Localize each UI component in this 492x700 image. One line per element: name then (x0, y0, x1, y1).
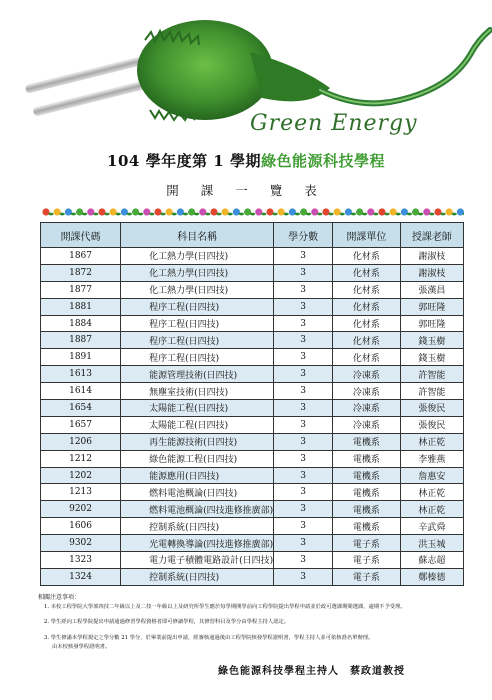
course-name: 太陽能工程(日四技) (121, 416, 274, 433)
instructor: 張俊民 (400, 400, 463, 417)
credits: 3 (274, 400, 333, 417)
table-row (41, 281, 464, 298)
program-name: 綠色能源科技學程 (260, 152, 385, 170)
course-name: 化工熱力學(日四技) (121, 264, 274, 281)
department: 電機系 (333, 450, 401, 467)
table-row (41, 535, 464, 552)
instructor: 張俊民 (400, 416, 463, 433)
course-name: 程序工程(日四技) (121, 298, 274, 315)
course-code: 1202 (41, 467, 121, 484)
table-row (41, 416, 464, 433)
course-code: 1606 (41, 518, 121, 535)
course-name: 化工熱力學(日四技) (121, 281, 274, 298)
department: 化材系 (333, 248, 401, 265)
credits: 3 (274, 501, 333, 518)
credits: 3 (274, 332, 333, 349)
table-row (41, 450, 464, 467)
course-code: 1213 (41, 484, 121, 501)
table-row (41, 484, 464, 501)
course-name: 化工熱力學(日四技) (121, 248, 274, 265)
course-code: 1867 (41, 248, 121, 265)
grass-plug-icon (137, 20, 330, 120)
table-row (41, 349, 464, 366)
credits: 3 (274, 383, 333, 400)
instructor: 詹惠安 (400, 467, 463, 484)
column-header: 科目名稱 (121, 223, 274, 248)
credits: 3 (274, 298, 333, 315)
credits: 3 (274, 416, 333, 433)
course-name: 電力電子積體電路設計(日四技) (121, 552, 274, 569)
course-code: 1323 (41, 552, 121, 569)
table-row (41, 248, 464, 265)
table-row (41, 552, 464, 569)
department: 電子系 (333, 568, 401, 585)
course-name: 控制系統(日四技) (121, 568, 274, 585)
course-name: 再生能源技術(日四技) (121, 433, 274, 450)
page-subtitle: 開 課 一 覽 表 (166, 183, 326, 198)
table-row (41, 467, 464, 484)
department: 化材系 (333, 281, 401, 298)
cord (320, 30, 490, 103)
course-code: 1877 (41, 281, 121, 298)
department: 電機系 (333, 467, 401, 484)
department: 冷凍系 (333, 416, 401, 433)
column-header: 學分數 (274, 223, 333, 248)
instructor: 錢玉樹 (400, 332, 463, 349)
flower-divider (40, 206, 464, 218)
department: 電機系 (333, 484, 401, 501)
course-name: 能源管理技術(日四技) (121, 366, 274, 383)
instructor: 郭旺隆 (400, 298, 463, 315)
course-code: 1872 (41, 264, 121, 281)
department: 電子系 (333, 535, 401, 552)
instructor: 蘇志超 (400, 552, 463, 569)
plug-prongs (25, 56, 147, 117)
credits: 3 (274, 281, 333, 298)
department: 電機系 (333, 501, 401, 518)
department: 電機系 (333, 433, 401, 450)
instructor: 李雅燕 (400, 450, 463, 467)
instructor: 辛武舜 (400, 518, 463, 535)
course-name: 控制系統(日四技) (121, 518, 274, 535)
credits: 3 (274, 264, 333, 281)
table-row (41, 315, 464, 332)
column-header: 開課代碼 (41, 223, 121, 248)
note-item-1: 1. 本校工程學院大學部四技二年級以上及二技一年級以上及研究所學生應於每學期開學前向工程學院提出學程申請並於政可選課期間選課，逾期不予受理。 (44, 604, 406, 610)
table-row (41, 366, 464, 383)
credits: 3 (274, 467, 333, 484)
course-code: 1613 (41, 366, 121, 383)
note-item-2: 2. 學生經向工程學院提出申請通過修習學程資格者即可修讀學程，其修習科目及學分由學程主持人認定。 (44, 619, 290, 625)
instructor: 許智能 (400, 366, 463, 383)
green-energy-logo: Green Energy (250, 111, 418, 136)
instructor: 謝淑枝 (400, 264, 463, 281)
table-row (41, 568, 464, 585)
instructor: 郭旺隆 (400, 315, 463, 332)
table-header (41, 223, 464, 248)
credits: 3 (274, 248, 333, 265)
department: 冷凍系 (333, 383, 401, 400)
table-row (41, 518, 464, 535)
table-row (41, 400, 464, 417)
column-header: 開課單位 (333, 223, 401, 248)
department: 冷凍系 (333, 400, 401, 417)
course-name: 綠色能源工程(日四技) (121, 450, 274, 467)
course-code: 1891 (41, 349, 121, 366)
course-code: 1324 (41, 568, 121, 585)
credits: 3 (274, 315, 333, 332)
note-item-3: 3. 學生修滿本學程規定之學分數 21 學分，於畢業前提出申請，經審核通過後由工程學院核發學程證明書，學程主持人並可依核准名單辦理。 (44, 635, 374, 641)
course-name: 能源應用(日四技) (121, 467, 274, 484)
course-name: 程序工程(日四技) (121, 349, 274, 366)
instructor: 林正乾 (400, 433, 463, 450)
course-name: 燃料電池概論(四技進修推廣部) (121, 501, 274, 518)
credits: 3 (274, 450, 333, 467)
course-name: 程序工程(日四技) (121, 332, 274, 349)
table-row (41, 501, 464, 518)
table-row (41, 332, 464, 349)
department: 電子系 (333, 552, 401, 569)
course-name: 燃料電池概論(日四技) (121, 484, 274, 501)
notes-title: 相關注意事項： (38, 594, 81, 601)
table-row (41, 298, 464, 315)
credits: 3 (274, 552, 333, 569)
course-code: 1654 (41, 400, 121, 417)
table-row (41, 383, 464, 400)
credits: 3 (274, 568, 333, 585)
table-row (41, 264, 464, 281)
credits: 3 (274, 518, 333, 535)
course-code: 1887 (41, 332, 121, 349)
department: 化材系 (333, 298, 401, 315)
course-code: 1212 (41, 450, 121, 467)
course-name: 太陽能工程(日四技) (121, 400, 274, 417)
credits: 3 (274, 535, 333, 552)
credits: 3 (274, 484, 333, 501)
course-name: 光電轉換導論(四技進修推廣部) (121, 535, 274, 552)
note-item-4: 由本校核發學程證明書。 (52, 644, 111, 650)
table-row (41, 433, 464, 450)
credits: 3 (274, 349, 333, 366)
course-code: 9202 (41, 501, 121, 518)
semester-label: 104 學年度第 1 學期 (107, 152, 261, 170)
department: 化材系 (333, 349, 401, 366)
course-code: 9302 (41, 535, 121, 552)
course-name: 程序工程(日四技) (121, 315, 274, 332)
instructor: 鄭榛德 (400, 568, 463, 585)
course-code: 1657 (41, 416, 121, 433)
course-code: 1206 (41, 433, 121, 450)
instructor: 林正乾 (400, 484, 463, 501)
signature: 綠色能源科技學程主持人 蔡政道教授 (218, 666, 405, 677)
department: 化材系 (333, 315, 401, 332)
instructor: 許智能 (400, 383, 463, 400)
instructor: 洪玉城 (400, 535, 463, 552)
instructor: 林正乾 (400, 501, 463, 518)
course-table (40, 222, 464, 586)
green-energy-banner (0, 0, 492, 148)
department: 化材系 (333, 264, 401, 281)
course-code: 1614 (41, 383, 121, 400)
table-body (41, 248, 464, 586)
page-title (0, 150, 492, 171)
course-code: 1884 (41, 315, 121, 332)
credits: 3 (274, 366, 333, 383)
instructor: 謝淑枝 (400, 248, 463, 265)
column-header: 授課老師 (400, 223, 463, 248)
instructor: 張漢昌 (400, 281, 463, 298)
instructor: 錢玉樹 (400, 349, 463, 366)
department: 電機系 (333, 518, 401, 535)
credits: 3 (274, 433, 333, 450)
department: 化材系 (333, 332, 401, 349)
course-code: 1881 (41, 298, 121, 315)
department: 冷凍系 (333, 366, 401, 383)
course-name: 無塵室技術(日四技) (121, 383, 274, 400)
